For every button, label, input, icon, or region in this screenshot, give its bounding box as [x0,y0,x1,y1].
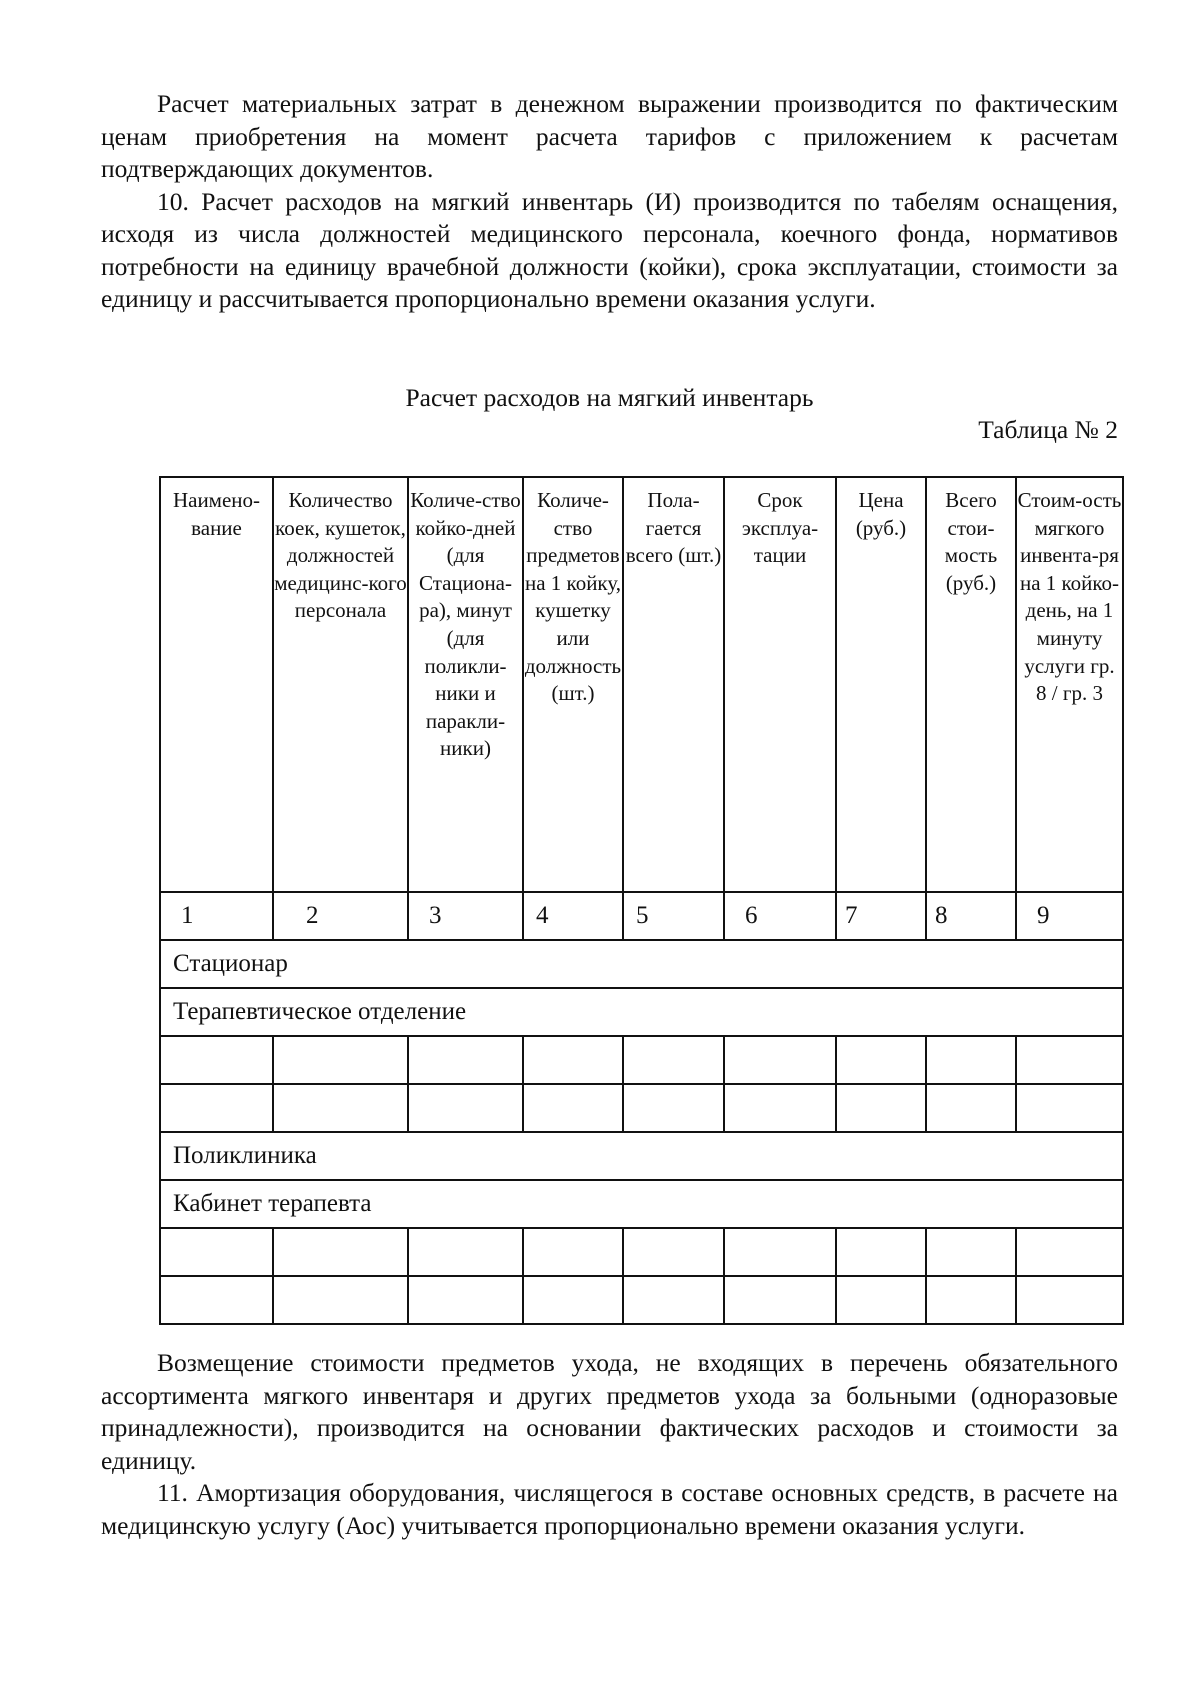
header-total-cost: Всего стои-мость (руб.) [926,477,1016,892]
table-cell [623,1228,724,1276]
table-cell [836,1084,926,1132]
section-row [160,1132,1123,1180]
table-header-row [160,477,1123,892]
column-number: 5 [623,892,724,940]
table-cell [160,1084,273,1132]
table-cell [160,1036,273,1084]
table-cell [926,1228,1016,1276]
table-cell [724,1276,836,1324]
table-cell [273,1036,408,1084]
intro-paragraph-1: Расчет материальных затрат в денежном выражении производится по фактическим ценам приобретения на момент расчета тарифов с приложением к расчетам подтверждающих документов. [101,89,1118,183]
table-row [160,1276,1123,1324]
table-cell [273,1228,408,1276]
table-cell [408,1228,523,1276]
table-cell [836,1036,926,1084]
header-price: Цена (руб.) [836,477,926,892]
header-items-per-bed: Количе-ство предметов на 1 койку, кушетку или должность (шт.) [523,477,623,892]
section-row [160,940,1123,988]
table-cell [926,1084,1016,1132]
table-cell [623,1276,724,1324]
header-total-items: Пола-гается всего (шт.) [623,477,724,892]
table-cell [1016,1084,1123,1132]
table-cell [408,1036,523,1084]
column-number: 9 [1016,892,1123,940]
table-cell [623,1036,724,1084]
table-cell [408,1276,523,1324]
table-cell [160,1228,273,1276]
column-number: 3 [408,892,523,940]
table-cell [836,1276,926,1324]
closing-paragraph-1: Возмещение стоимости предметов ухода, не входящих в перечень обязательного ассортимента мягкого инвентаря и других предметов ухода за больными (одноразовые принадлежности), производится на основании фактических расходов и стоимости за единицу. [101,1348,1118,1475]
column-number: 8 [926,892,1016,940]
table-cell [273,1276,408,1324]
table-cell [1016,1036,1123,1084]
table-cell [926,1036,1016,1084]
table-cell [523,1084,623,1132]
table-cell [1016,1276,1123,1324]
table-row [160,1084,1123,1132]
table-cell [724,1036,836,1084]
column-number-row [160,892,1123,940]
section-therapist-office: Кабинет терапевта [160,1180,1123,1228]
table-title: Расчет расходов на мягкий инвентарь [405,383,814,412]
closing-text [101,1347,1118,1542]
table-cell [273,1084,408,1132]
header-beds-count: Количество коек, кушеток, должностей медицинс-кого персонала [273,477,408,892]
column-number: 6 [724,892,836,940]
closing-paragraph-2: 11. Амортизация оборудования, числящегося в составе основных средств, в расчете на медицинскую услугу (Аос) учитывается пропорционально времени оказания услуги. [101,1478,1118,1540]
table-cell [160,1276,273,1324]
section-therapy-department: Терапевтическое отделение [160,988,1123,1036]
table-cell [926,1276,1016,1324]
soft-inventory-table [159,476,1124,1325]
table-number: Таблица № 2 [978,415,1118,444]
table-cell [623,1084,724,1132]
table-cell [836,1228,926,1276]
table-cell [523,1228,623,1276]
section-row [160,1180,1123,1228]
section-row [160,988,1123,1036]
table-row [160,1228,1123,1276]
column-number: 4 [523,892,623,940]
table-cell [1016,1228,1123,1276]
table-cell [724,1084,836,1132]
column-number: 7 [836,892,926,940]
header-bed-days: Количе-ство койко-дней (для Стациона-ра), минут (для поликли-ники и паракли-ники) [408,477,523,892]
section-hospital: Стационар [160,940,1123,988]
intro-text [101,88,1118,316]
table-cell [724,1228,836,1276]
table-cell [408,1084,523,1132]
column-number: 1 [160,892,273,940]
table-cell [523,1276,623,1324]
header-name: Наимено-вание [160,477,273,892]
intro-paragraph-2: 10. Расчет расходов на мягкий инвентарь (И) производится по табелям оснащения, исходя из числа должностей медицинского персонала, коечного фонда, нормативов потребности на единицу врачебной должности (койки), срока эксплуатации, стоимости за единицу и рассчитывается пропорционально времени оказания услуги. [101,186,1118,313]
table-row [160,1036,1123,1084]
table-cell [523,1036,623,1084]
column-number: 2 [273,892,408,940]
header-service-life: Срок эксплуа-тации [724,477,836,892]
header-unit-cost: Стоим-ость мягкого инвента-ря на 1 койко-день, на 1 минуту услуги гр. 8 / гр. 3 [1016,477,1123,892]
section-clinic: Поликлиника [160,1132,1123,1180]
